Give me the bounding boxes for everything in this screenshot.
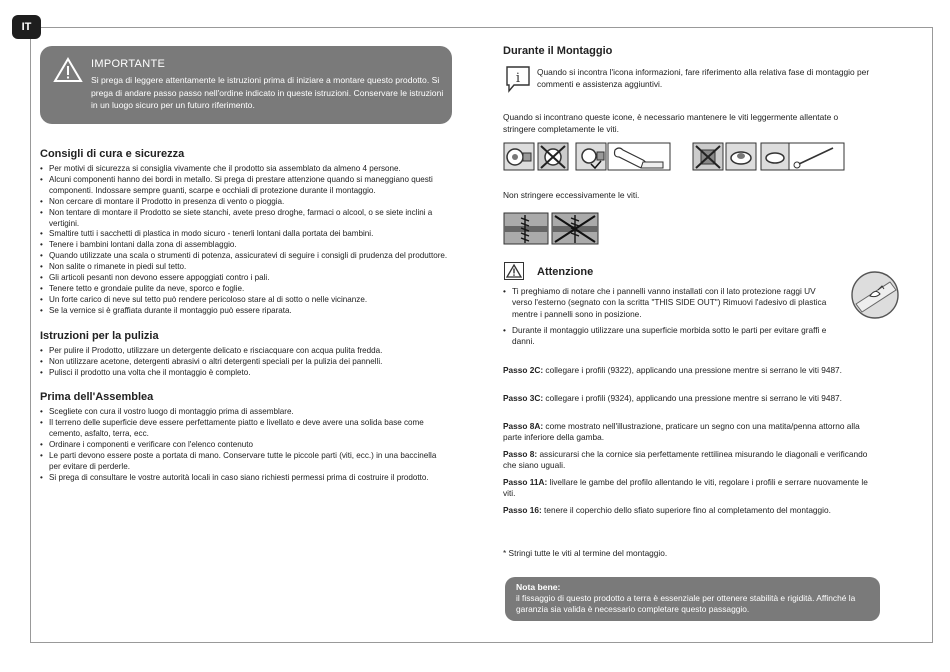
no-tighten-text: Non stringere eccessivamente le viti. bbox=[503, 190, 640, 200]
note-text: il fissaggio di questo prodotto a terra è essenziale per ottenere stabilità e rigidità. Affinché la garanzia sia valida è necessario completare questo passaggio. bbox=[516, 593, 856, 615]
info-icon bbox=[505, 65, 531, 93]
important-box bbox=[40, 46, 452, 124]
list-item: • Non tentare di montare il Prodotto se siete stanchi, avete preso droghe, farmaci o alcool, o se siete inclini a vertigini. bbox=[40, 208, 450, 230]
important-text: Si prega di leggere attentamente le istruzioni prima di iniziare a montare questo prodotto. Si prega di andare passo passo nell'ordine indicato in queste istruzioni. Conservare le istruzioni in un luogo sicuro per un futuro riferimento. bbox=[91, 75, 444, 110]
list-item: • Scegliete con cura il vostro luogo di montaggio prima di assemblare. bbox=[40, 407, 450, 418]
note-title: Nota bene: bbox=[516, 582, 561, 592]
list-item: • Gli articoli pesanti non devono essere appoggiati contro i pali. bbox=[40, 273, 450, 284]
step-11a: Passo 11A: livellare le gambe del profilo allentando le viti, regolare i profili e serrare nuovamente le viti. bbox=[503, 477, 868, 499]
before-list bbox=[40, 407, 450, 483]
list-item: • Tenere i bambini lontani dalla zona di assemblaggio. bbox=[40, 240, 450, 251]
list-item: • Un forte carico di neve sul tetto può rendere pericoloso stare al di sotto o nelle vicinanze. bbox=[40, 295, 450, 306]
overtighten-screws-icon bbox=[503, 212, 599, 246]
list-item: • Ordinare i componenti e verificare con l'elenco contenuto bbox=[40, 440, 450, 451]
list-item: • Quando utilizzate una scala o strumenti di potenza, assicuratevi di seguire i consigli di prudenza del produttore. bbox=[40, 251, 450, 262]
step-8a: Passo 8A: come mostrato nell'illustrazione, praticare un segno con una matita/penna attorno alla parte inferiore della gamba. bbox=[503, 421, 860, 443]
list-item: • Per pulire il Prodotto, utilizzare un detergente delicato e risciacquare con acqua pulita fredda. bbox=[40, 346, 450, 357]
attention-title: Attenzione bbox=[537, 266, 594, 278]
list-item: • Le parti devono essere poste a portata di mano. Conservare tutte le piccole parti (viti, ecc.) in una baccinella per evitare di perderle. bbox=[40, 451, 450, 473]
screwdriver-icon bbox=[761, 143, 844, 170]
note-box bbox=[505, 577, 880, 621]
attention-warning-icon bbox=[504, 262, 524, 280]
list-item: • Durante il montaggio utilizzare una superficie morbida sotto le parti per evitare graffi e danni. bbox=[503, 325, 833, 348]
loose-screw-icon bbox=[504, 143, 534, 170]
language-badge: IT bbox=[12, 15, 41, 39]
wrench-hand-icon bbox=[608, 143, 670, 170]
footnote: * Stringi tutte le viti al termine del montaggio. bbox=[503, 548, 668, 558]
care-list bbox=[40, 164, 450, 317]
list-item: • Pulisci il prodotto una volta che il montaggio è completo. bbox=[40, 368, 450, 379]
cleaning-list bbox=[40, 346, 450, 379]
step-8: Passo 8: assicurarsi che la cornice sia perfettamente rettilinea misurando le diagonali e verificando che siano uguali. bbox=[503, 449, 868, 471]
loose-screw-crossed-icon bbox=[538, 143, 568, 170]
no-tighten-crossed-icon bbox=[693, 143, 723, 170]
list-item: • Non salite o rimanete in piedi sul tetto. bbox=[40, 262, 450, 273]
attention-list bbox=[503, 286, 833, 352]
step-16: Passo 16: tenere il coperchio dello sfiato superiore fino al completamento del montaggio. bbox=[503, 505, 831, 515]
list-item: • Alcuni componenti hanno dei bordi in metallo. Si prega di prestare attenzione quando si maneggiano questi componenti. Indossare sempre guanti, scarpe e occhiali di protezione durante il montaggio. bbox=[40, 175, 450, 197]
panel-sticker-icon bbox=[850, 270, 900, 320]
list-item: • Si prega di consultare le vostre autorità locali in caso siano richiesti permessi prima di costruire il prodotto. bbox=[40, 473, 450, 484]
list-item: • Il terreno delle superficie deve essere perfettamente piatto e livellato e deve avere una solida base come cemento, asfalto, terra, ecc. bbox=[40, 418, 450, 440]
during-title: Durante il Montaggio bbox=[503, 45, 613, 57]
step-2c: Passo 2C: collegare i profili (9322), applicando una pressione mentre si serrano le viti 9487. bbox=[503, 365, 842, 375]
svg-text:i: i bbox=[515, 71, 521, 86]
washer-icon bbox=[726, 143, 756, 170]
before-title: Prima dell'Assemblea bbox=[40, 391, 154, 404]
tighten-screw-icon bbox=[576, 143, 606, 170]
list-item: • Smaltire tutti i sacchetti di plastica in modo sicuro - tenerli lontani dalla portata dei bambini. bbox=[40, 229, 450, 240]
screw-icons-row bbox=[503, 142, 848, 172]
left-column bbox=[40, 148, 450, 497]
info-text: Quando si incontra l'icona informazioni, fare riferimento alla relativa fase di montaggio per commenti e assistenza aggiuntivi. bbox=[537, 67, 870, 89]
list-item: • Non utilizzare acetone, detergenti abrasivi o altri detergenti speciali per la pulizia dei pannelli. bbox=[40, 357, 450, 368]
step-3c: Passo 3C: collegare i profili (9324), applicando una pressione mentre si serrano le viti 9487. bbox=[503, 393, 842, 403]
cleaning-title: Istruzioni per la pulizia bbox=[40, 329, 159, 342]
warning-icon bbox=[53, 57, 83, 83]
list-item: • Se la vernice si è graffiata durante il montaggio può essere riparata. bbox=[40, 306, 450, 317]
important-title: IMPORTANTE bbox=[91, 58, 166, 70]
list-item: • Ti preghiamo di notare che i pannelli vanno installati con il lato protezione raggi UV verso l'esterno (segnato con la scritta "THIS SIDE OUT") Rimuovi l'adesivo di plastica mentre i pannelli sono in posizione. bbox=[503, 286, 833, 320]
list-item: • Non cercare di montare il Prodotto in presenza di vento o pioggia. bbox=[40, 197, 450, 208]
care-title: Consigli di cura e sicurezza bbox=[40, 148, 185, 160]
screws-text: Quando si incontrano queste icone, è necessario mantenere le viti leggermente allentate o stringere completamente le viti. bbox=[503, 112, 839, 134]
list-item: • Per motivi di sicurezza si consiglia vivamente che il prodotto sia assemblato da almeno 4 persone. bbox=[40, 164, 450, 175]
list-item: • Tenere tetto e grondaie pulite da neve, sporco e foglie. bbox=[40, 284, 450, 295]
